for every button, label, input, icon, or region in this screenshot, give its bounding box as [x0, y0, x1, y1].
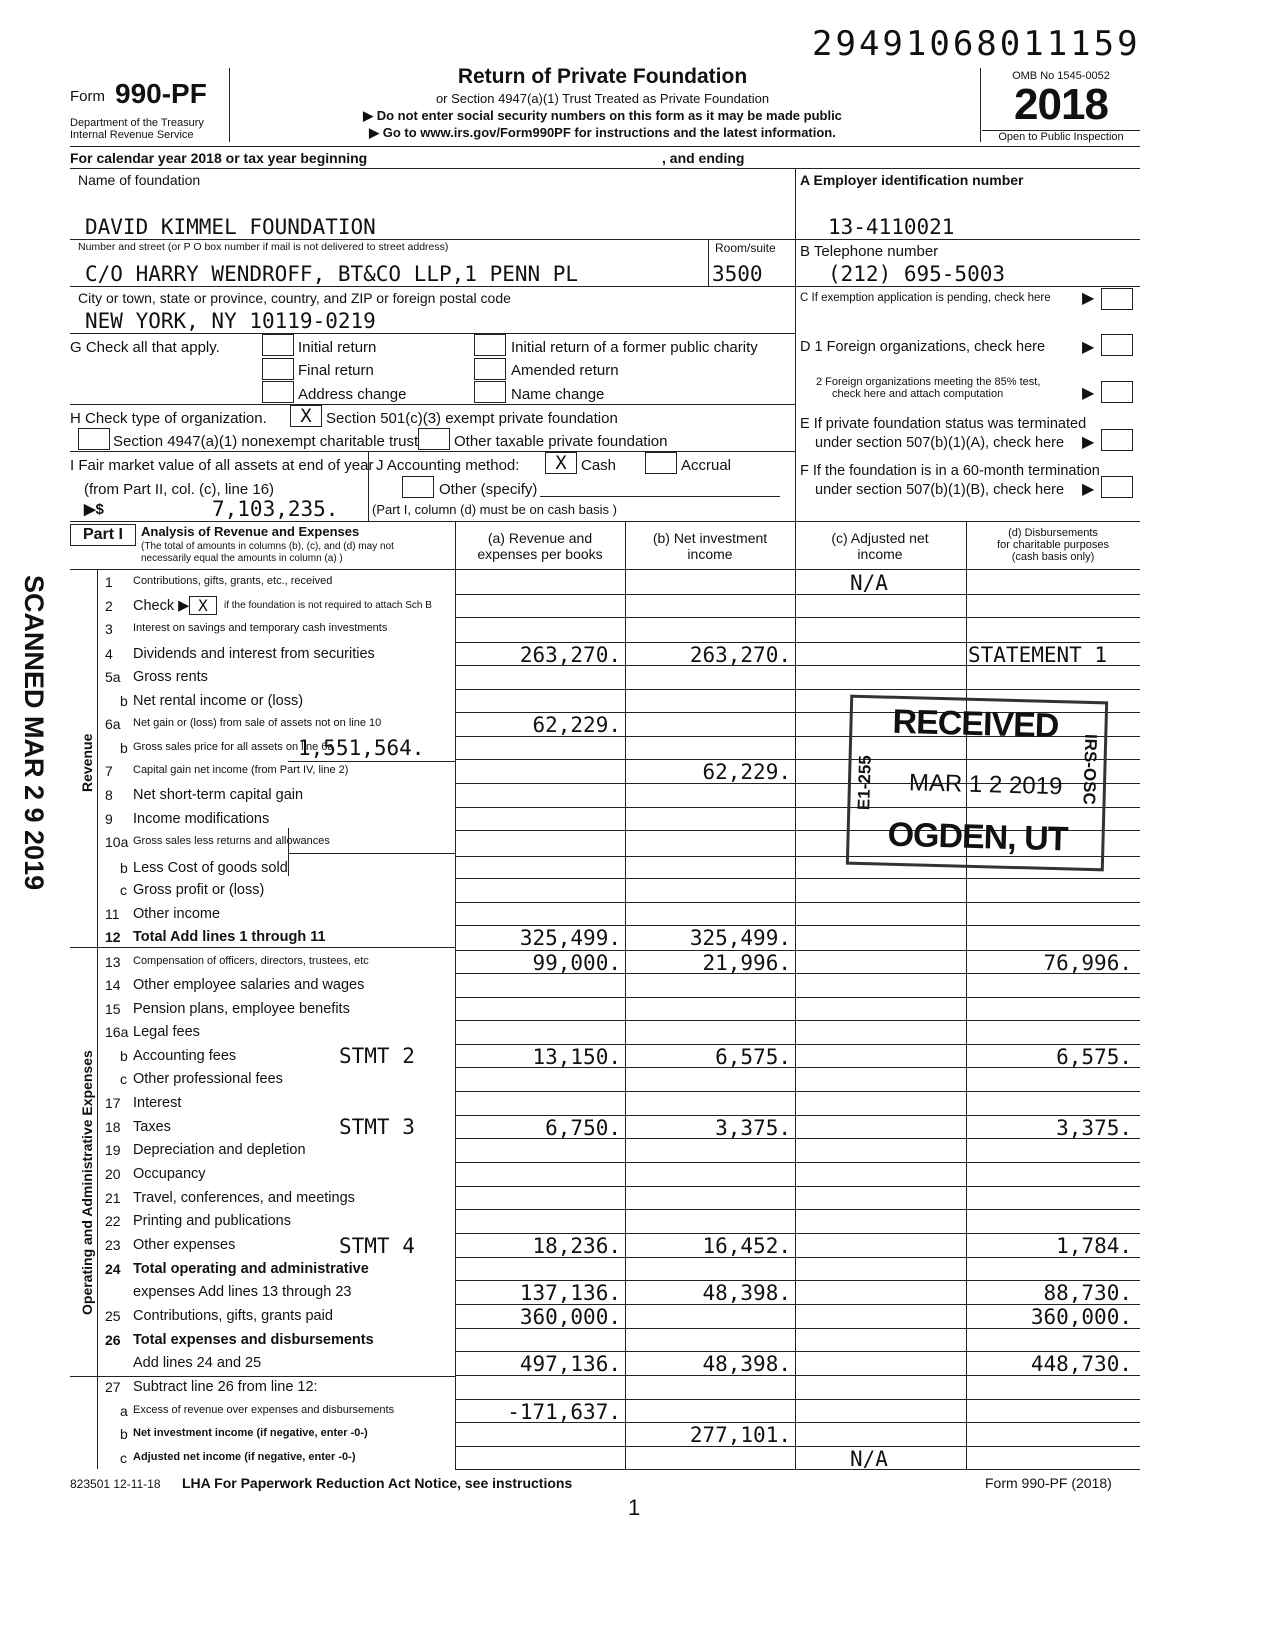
- tax-year: 2018: [1014, 80, 1108, 129]
- col-a-value: 6,750.: [545, 1116, 621, 1140]
- line-number: 8: [105, 787, 113, 803]
- col-a-value: -171,637.: [507, 1400, 621, 1424]
- other-method-label: Other (specify): [439, 481, 538, 498]
- line-description: Gross rents: [133, 669, 208, 685]
- instruction-website: ▶ Go to www.irs.gov/Form990PF for instructions and the latest information.: [369, 125, 836, 140]
- expenses-side-label: Operating and Administrative Expenses: [79, 1050, 95, 1315]
- line-number: 15: [105, 1001, 121, 1017]
- ein-label: A Employer identification number: [800, 172, 1024, 188]
- foundation-name-label: Name of foundation: [78, 172, 201, 188]
- col-d-value: 88,730.: [1043, 1281, 1132, 1305]
- form-subtitle: or Section 4947(a)(1) Trust Treated as Private Foundation: [435, 91, 770, 106]
- part-title: Analysis of Revenue and Expenses: [141, 524, 360, 539]
- revenue-expenses-separator: [70, 947, 455, 948]
- line-number: 26: [105, 1332, 121, 1348]
- sixty-month-label-2: under section 507(b)(1)(B), check here: [815, 482, 1065, 498]
- line-description: Add lines 24 and 25: [133, 1355, 262, 1371]
- page-number: 1: [628, 1495, 641, 1520]
- city-state-zip: NEW YORK, NY 10119-0219: [85, 309, 376, 333]
- org-other-taxable-label: Other taxable private foundation: [454, 433, 668, 450]
- col-b-value: 3,375.: [715, 1116, 791, 1140]
- col-a-value: 325,499.: [519, 926, 621, 950]
- line-description: Other expenses: [133, 1237, 236, 1253]
- line-description: Occupancy: [133, 1166, 206, 1182]
- line-description: Accounting fees: [133, 1048, 237, 1064]
- col-a-value: 18,236.: [532, 1234, 621, 1258]
- col-a-value: 13,150.: [532, 1045, 621, 1069]
- line-description: Interest: [133, 1095, 182, 1111]
- form-word: Form: [70, 88, 105, 105]
- column-divider: [625, 521, 626, 1469]
- line-number: 10a: [105, 834, 129, 850]
- line-description: Travel, conferences, and meetings: [133, 1190, 355, 1206]
- col-d-value: 1,784.: [1056, 1234, 1132, 1258]
- line-number: a: [120, 1403, 128, 1419]
- row-rule: [455, 997, 1140, 998]
- footer-lha: LHA For Paperwork Reduction Act Notice, see instructions: [182, 1475, 573, 1491]
- org-501c3-label: Section 501(c)(3) exempt private foundation: [326, 410, 618, 427]
- street-label: Number and street (or P O box number if mail is not delivered to street address): [78, 241, 449, 253]
- col-b-value: 6,575.: [715, 1045, 791, 1069]
- col-b-value: 277,101.: [689, 1423, 791, 1447]
- line-number: 2: [105, 598, 113, 614]
- line-number: 4: [105, 646, 113, 662]
- org-4947-label: Section 4947(a)(1) nonexempt charitable trust: [113, 433, 419, 450]
- line-description: Net gain or (loss) from sale of assets not on line 10: [133, 717, 382, 729]
- line-description: Interest on savings and temporary cash investments: [133, 622, 388, 634]
- fmv-label-2: (from Part II, col. (c), line 16): [84, 481, 275, 498]
- line-description: Adjusted net income (if negative, enter -0-): [133, 1451, 356, 1463]
- line-description: Taxes: [133, 1119, 171, 1135]
- line-number: 24: [105, 1261, 121, 1277]
- line-number: c: [120, 1450, 127, 1466]
- cash-checkbox[interactable]: X: [545, 452, 577, 474]
- col-a-value: 99,000.: [532, 951, 621, 975]
- row-rule: [455, 689, 1140, 690]
- col-b-header: (b) Net investment income: [652, 530, 768, 562]
- foreign-org-label: D 1 Foreign organizations, check here: [800, 339, 1046, 355]
- received-stamp-title: RECEIVED: [892, 702, 1059, 746]
- stmt-4-ref: STMT 4: [339, 1234, 415, 1258]
- document-locator-number: 29491068011159: [812, 24, 1141, 64]
- foreign-85-label: 2 Foreign organizations meeting the 85% test,: [816, 376, 1041, 388]
- name-change-label: Name change: [511, 386, 605, 403]
- line-number: 3: [105, 621, 113, 637]
- col-a-value: 497,136.: [519, 1352, 621, 1376]
- omb-number: OMB No 1545-0052: [1012, 70, 1110, 82]
- col-b-value: 263,270.: [689, 643, 791, 667]
- col-d-value: 6,575.: [1056, 1045, 1132, 1069]
- line-number: b: [120, 693, 128, 709]
- line-description: Other employee salaries and wages: [133, 977, 365, 993]
- received-stamp-left-code: E1-255: [854, 754, 875, 811]
- line-number: 7: [105, 763, 113, 779]
- arrow-icon: ▶: [1082, 434, 1095, 451]
- line-number: 9: [105, 811, 113, 827]
- line-description: Other professional fees: [133, 1071, 283, 1087]
- row-rule: [455, 617, 1140, 618]
- line-description: Net rental income or (loss): [133, 693, 304, 709]
- col-b-value: 21,996.: [702, 951, 791, 975]
- street-address: C/O HARRY WENDROFF, BT&CO LLP,1 PENN PL: [85, 262, 579, 286]
- line-description: Excess of revenue over expenses and disbursements: [133, 1404, 395, 1416]
- line-number: 21: [105, 1190, 121, 1206]
- line-number: b: [120, 740, 128, 756]
- col-b-value: 325,499.: [689, 926, 791, 950]
- fmv-label: I Fair market value of all assets at end of year: [70, 457, 374, 474]
- line-number: c: [120, 882, 127, 898]
- line-description: Check ▶: [133, 598, 190, 614]
- col-d-value: 360,000.: [1030, 1305, 1132, 1329]
- revenue-side-label: Revenue: [79, 733, 95, 792]
- expenses-summary-separator: [70, 1376, 455, 1377]
- cash-basis-note: (Part I, column (d) must be on cash basis ): [372, 502, 617, 517]
- line-description: Contributions, gifts, grants, etc., received: [133, 575, 333, 587]
- line-description: Printing and publications: [133, 1213, 291, 1229]
- col-d-header: (d) Disbursements for charitable purposes (cash basis only): [997, 527, 1109, 563]
- row-rule: [455, 1469, 1140, 1470]
- line-number: 19: [105, 1142, 121, 1158]
- amended-return-label: Amended return: [511, 362, 619, 379]
- open-to-public: Open to Public Inspection: [982, 130, 1140, 143]
- column-divider: [455, 521, 456, 1469]
- final-return-label: Final return: [298, 362, 374, 379]
- col-a-header: (a) Revenue and expenses per books: [477, 530, 603, 562]
- line-number: 11: [105, 906, 120, 922]
- col-b-value: 62,229.: [702, 760, 791, 784]
- line-description: Dividends and interest from securities: [133, 646, 375, 662]
- received-stamp-city: OGDEN, UT: [887, 815, 1068, 859]
- line-description: Less Cost of goods sold: [133, 860, 288, 876]
- column-divider: [966, 521, 967, 1469]
- section-h-label: H Check type of organization.: [70, 410, 267, 427]
- row-rule: [455, 1091, 1140, 1092]
- line-number: b: [120, 1426, 128, 1442]
- sixty-month-label: F If the foundation is in a 60-month termination: [800, 463, 1100, 479]
- line-description: Capital gain net income (from Part IV, line 2): [133, 764, 349, 776]
- line-description: Total expenses and disbursements: [133, 1332, 374, 1348]
- line-description: Net short-term capital gain: [133, 787, 304, 803]
- line-number: 18: [105, 1119, 121, 1135]
- part-desc-1: (The total of amounts in columns (b), (c), and (d) may not: [141, 541, 394, 552]
- stmt-3-ref: STMT 3: [339, 1115, 415, 1139]
- col-d-value: 448,730.: [1030, 1352, 1132, 1376]
- line-number: 17: [105, 1095, 121, 1111]
- row-rule: [455, 902, 1140, 903]
- form-number: 990-PF: [115, 78, 207, 109]
- received-stamp: [846, 695, 1108, 872]
- arrow-icon: ▶: [1082, 290, 1095, 307]
- row-rule: [455, 878, 1140, 879]
- initial-return-former-label: Initial return of a former public charity: [511, 339, 758, 356]
- arrow-icon: ▶: [1082, 385, 1095, 402]
- row-rule: [455, 594, 1140, 595]
- section-g-label: G Check all that apply.: [70, 339, 220, 356]
- line-description: Other income: [133, 906, 221, 922]
- line-number: 23: [105, 1237, 121, 1253]
- row-rule: [455, 1020, 1140, 1021]
- foreign-85-label-2: check here and attach computation: [832, 388, 1004, 400]
- ein-value: 13-4110021: [828, 215, 955, 239]
- footer-code: 823501 12-11-18: [70, 1477, 161, 1491]
- fmv-dollar: ▶$: [84, 501, 104, 518]
- stmt-2-ref: STMT 2: [339, 1044, 415, 1068]
- line-description: Gross sales price for all assets on line 6a: [133, 741, 334, 753]
- line-description: Legal fees: [133, 1024, 200, 1040]
- col-c-value: N/A: [850, 571, 888, 595]
- received-stamp-date: MAR 1 2 2019: [908, 769, 1063, 801]
- col-d-value: 3,375.: [1056, 1116, 1132, 1140]
- part-label: Part I: [70, 524, 136, 546]
- col-d-value: 76,996.: [1043, 951, 1132, 975]
- row-rule: [455, 1186, 1140, 1187]
- telephone-number: (212) 695-5003: [828, 262, 1006, 286]
- line-description: Gross profit or (loss): [133, 882, 265, 898]
- line-description: Compensation of officers, directors, trustees, etc: [133, 955, 369, 967]
- column-divider: [795, 521, 796, 1469]
- cash-label: Cash: [581, 457, 617, 474]
- room-suite-label: Room/suite: [715, 241, 776, 255]
- form-title: Return of Private Foundation: [457, 65, 748, 88]
- line-number: 12: [105, 929, 121, 945]
- col-b-value: 48,398.: [702, 1281, 791, 1305]
- col-b-value: 48,398.: [702, 1352, 791, 1376]
- side-divider: [97, 570, 98, 1469]
- footer-form: Form 990-PF (2018): [985, 1475, 1112, 1491]
- line-number: 14: [105, 977, 121, 993]
- line-description: Pension plans, employee benefits: [133, 1001, 350, 1017]
- line-description: expenses Add lines 13 through 23: [133, 1284, 352, 1300]
- initial-return-label: Initial return: [298, 339, 377, 356]
- col-a-value: 360,000.: [519, 1305, 621, 1329]
- part-desc-2: necessarily equal the amounts in column (a) ): [141, 553, 343, 564]
- line-number: 16a: [105, 1024, 129, 1040]
- line-number: 6a: [105, 716, 121, 732]
- row-rule: [455, 1446, 1140, 1447]
- line-description: Total operating and administrative: [133, 1261, 369, 1277]
- line-number: 22: [105, 1213, 121, 1229]
- line-number: b: [120, 1048, 128, 1064]
- line-description: Total Add lines 1 through 11: [133, 929, 326, 945]
- line-number: 13: [105, 954, 121, 970]
- foundation-name: DAVID KIMMEL FOUNDATION: [85, 215, 376, 239]
- dept-line-2: Internal Revenue Service: [70, 129, 194, 141]
- col-c-value: N/A: [850, 1447, 888, 1471]
- line-number: 5a: [105, 669, 121, 685]
- line-description: Subtract line 26 from line 12:: [133, 1379, 318, 1395]
- address-change-label: Address change: [298, 386, 407, 403]
- col-a-value: 263,270.: [519, 643, 621, 667]
- city-label: City or town, state or province, country, and ZIP or foreign postal code: [78, 290, 511, 306]
- accounting-method-label: J Accounting method:: [376, 457, 520, 474]
- accrual-label: Accrual: [681, 457, 732, 474]
- line-number: 25: [105, 1308, 121, 1324]
- line-description: Contributions, gifts, grants paid: [133, 1308, 333, 1324]
- room-suite: 3500: [712, 262, 763, 286]
- line-description: Income modifications: [133, 811, 270, 827]
- row-rule: [455, 1162, 1140, 1163]
- telephone-label: B Telephone number: [800, 243, 939, 260]
- col-a-value: 137,136.: [519, 1281, 621, 1305]
- status-terminated-label: E If private foundation status was terminated: [800, 416, 1087, 432]
- and-ending-label: , and ending: [662, 150, 745, 166]
- col-a-value: 62,229.: [532, 713, 621, 737]
- line-description: Gross sales less returns and allowances: [133, 835, 330, 847]
- scanned-stamp: SCANNED MAR 2 9 2019: [19, 575, 49, 891]
- dept-line-1: Department of the Treasury: [70, 117, 204, 129]
- line-description: Depreciation and depletion: [133, 1142, 306, 1158]
- line2-checkbox[interactable]: X: [189, 596, 217, 615]
- arrow-icon: ▶: [1082, 339, 1095, 356]
- row-rule: [455, 1209, 1140, 1210]
- line-number: b: [120, 860, 128, 876]
- fmv-value: 7,103,235.: [212, 497, 339, 521]
- line2-description: if the foundation is not required to attach Sch B: [224, 600, 432, 611]
- org-501c3-checkbox[interactable]: X: [290, 405, 322, 427]
- calendar-year-label: For calendar year 2018 or tax year beginning: [70, 150, 368, 166]
- received-stamp-right-code: IRS-OSC: [1079, 733, 1101, 806]
- exemption-pending-label: C If exemption application is pending, check here: [800, 292, 1051, 304]
- col-b-value: 16,452.: [702, 1234, 791, 1258]
- col-c-header: (c) Adjusted net income: [831, 530, 929, 562]
- line-description: Net investment income (if negative, enter -0-): [133, 1427, 368, 1439]
- status-terminated-label-2: under section 507(b)(1)(A), check here: [815, 435, 1065, 451]
- arrow-icon: ▶: [1082, 481, 1095, 498]
- line-number: 27: [105, 1379, 121, 1395]
- line-number: 20: [105, 1166, 121, 1182]
- gross-sales-price: 1,551,564.: [298, 736, 425, 760]
- line-number: 1: [105, 574, 113, 590]
- col-d-value: STATEMENT 1: [968, 643, 1108, 667]
- instruction-ssn: ▶ Do not enter social security numbers on this form as it may be made public: [363, 108, 842, 123]
- line-number: c: [120, 1071, 127, 1087]
